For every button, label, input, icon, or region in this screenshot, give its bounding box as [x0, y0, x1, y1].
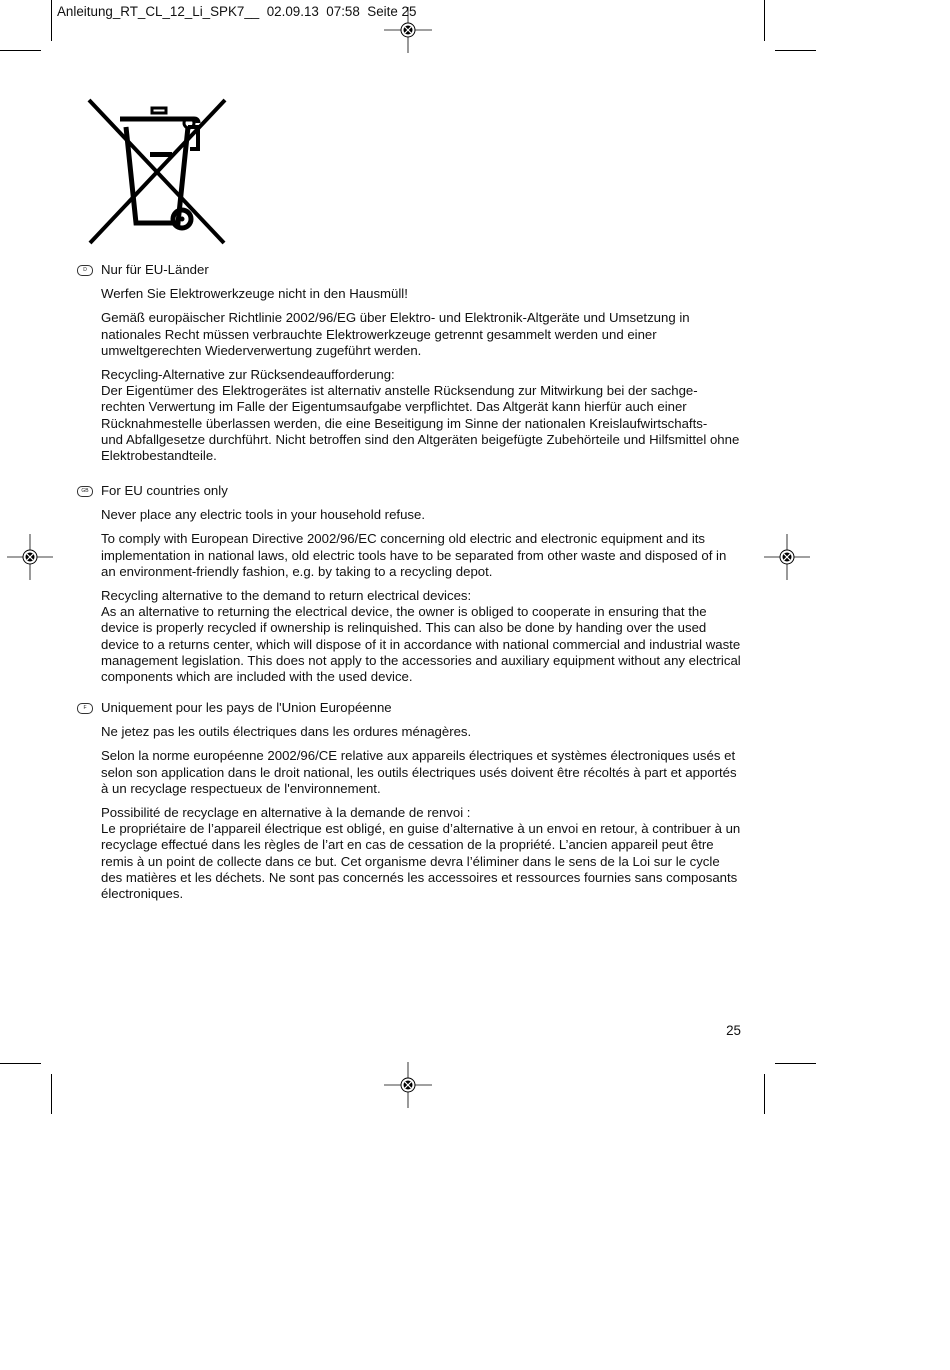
- registration-mark-icon: [7, 534, 53, 580]
- registration-mark-icon: [384, 7, 432, 53]
- crop-mark: [0, 1063, 41, 1064]
- section-title: Uniquement pour les pays de l'Union Européenne: [101, 700, 392, 715]
- slug-file-name: Anleitung_RT_CL_12_Li_SPK7__: [57, 4, 260, 19]
- crop-mark: [775, 50, 816, 51]
- registration-mark-icon: [384, 1062, 432, 1108]
- paragraph: To comply with European Directive 2002/96/EC concerning old electric and electronic equipment and its implementation in national laws, old electric tools have to be separated from other waste and disposed of in an environment-friendly fashion, e.g. by taking to a recycling depot.: [101, 531, 727, 579]
- slug-date: 02.09.13: [266, 4, 319, 19]
- slug-page-label: Seite 25: [367, 4, 417, 19]
- paragraph: Selon la norme européenne 2002/96/CE relative aux appareils électriques et systèmes électroniques usés et selon son application dans le droit national, les outils électriques usés doivent être récoltés à part et apportés à un recyclage respectueux de l'environnement.: [101, 748, 737, 796]
- section-de: [83, 262, 741, 472]
- page-number: 25: [726, 1023, 741, 1038]
- paragraph: Werfen Sie Elektrowerkzeuge nicht in den Hausmüll!: [101, 286, 408, 302]
- section-en: [81, 483, 741, 693]
- language-badge: GB: [77, 486, 93, 497]
- paragraph: Ne jetez pas les outils électriques dans les ordures ménagères.: [101, 724, 472, 740]
- crop-mark: [51, 1074, 52, 1114]
- crossed-out-wheelie-bin-icon: [86, 97, 228, 247]
- paragraph: Never place any electric tools in your household refuse.: [101, 507, 426, 523]
- slug-time: 07:58: [326, 4, 360, 19]
- section-fr: [83, 700, 741, 910]
- crop-mark: [0, 50, 41, 51]
- paragraph: Recycling-Alternative zur Rücksendeaufforderung: Der Eigentümer des Elektrogerätes ist alternativ anstelle Rücksendung zur Mitwirkung bei der sachge- rechten Verwertung im Falle der Eigentumsaufgabe verpflichtet. Das Altgerät kann hierfür auch einer Rücknahmestelle überlassen werden, die eine Beseitigung im Sinne der nationalen Kreislaufwirtschafts- und Abfallgesetze durchführt. Nicht betroffen sind den Altgeräten beigefügte Zubehörteile und Hilfsmittel ohne Elektrobestandteile.: [101, 367, 740, 464]
- crop-mark: [764, 0, 765, 41]
- crop-mark: [775, 1063, 816, 1064]
- paragraph: Recycling alternative to the demand to return electrical devices: As an alternative to returning the electrical device, the owner is obliged to cooperate in ensuring that the device is properly recycled if ownership is relinquished. This can also be done by handing over the used device to a returns center, which will dispose of it in accordance with national commercial and industrial waste management legislation. This does not apply to the accessories and auxiliary equipment without any electrical components which are included with the used device.: [101, 588, 741, 685]
- print-slug: [57, 4, 416, 19]
- crop-mark: [51, 0, 52, 41]
- paragraph: Possibilité de recyclage en alternative à la demande de renvoi : Le propriétaire de l’appareil électrique est obligé, en guise d’alternative à un envoi en retour, à contribuer à un recyclage effectué dans les règles de l’art en cas de cessation de la propriété. L’ancien appareil peut être remis à un point de collecte dans ce but. Cet organisme devra l’éliminer dans le sens de la Loi sur le cycle des matières et les déchets. Ne sont pas concernés les accessoires et ressources fournies sans composants électroniques.: [101, 805, 741, 902]
- section-title: For EU countries only: [101, 483, 228, 498]
- registration-mark-icon: [764, 534, 810, 580]
- paragraph: Gemäß europäischer Richtlinie 2002/96/EG über Elektro- und Elektronik-Altgeräte und Umsetzung in nationales Recht müssen verbrauchte Elektrowerkzeuge getrennt gesammelt werden und einer umweltgerechten Wiederverwertung zugeführt werden.: [101, 310, 690, 358]
- language-badge: D: [77, 265, 93, 276]
- crop-mark: [764, 1074, 765, 1114]
- language-badge: F: [77, 703, 93, 714]
- section-title: Nur für EU-Länder: [101, 262, 209, 277]
